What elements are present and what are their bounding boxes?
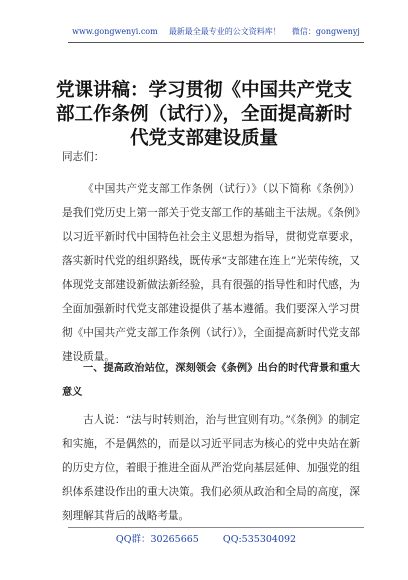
header-wechat: 微信：gongwenyj [291, 27, 360, 36]
footer-qq: QQ:535304092 [222, 534, 297, 545]
section-heading-1: 一、提高政治站位，深刻领会《条例》出台的时代背景和重大意义 [62, 363, 360, 398]
greeting: 同志们： [62, 151, 105, 163]
header-slogan: 最新最全最专业的公文资料库！ [168, 27, 281, 36]
document-title: 党课讲稿：学习贯彻《中国共产党支部工作条例（试行）》，全面提高新时代党支部建设质量 [55, 80, 352, 149]
page-footer [60, 531, 352, 545]
header-divider [68, 42, 364, 43]
header-url-link[interactable]: www.gongwenyi.com [72, 27, 158, 36]
paragraph-section-1: 古人说：“法与时转则治，治与世宜则有功。”《条例》的制定和实施，不是偶然的，而是以习近平同志为核心的党中央站在新的历史方位，着眼于推进全面从严治党向基层延伸、加强党的组织体系建设作出的重大决策。我们必须从政治和全局的高度，深刻理解其背后的战略考量。 [62, 414, 360, 522]
paragraph-intro: 《中国共产党支部工作条例（试行）》（以下简称《条例》）是我们党历史上第一部关于党支部工作的基础主干法规。《条例》以习近平新时代中国特色社会主义思想为指导，贯彻党章要求，落实新时代党的组织路线，既传承“支部建在连上”光荣传统，又体现党支部建设新做法新经验，具有很强的指导性和时代感，为全面加强新时代党支部建设提供了基本遵循。我们要深入学习贯彻《中国共产党支部工作条例（试行）》，全面提高新时代党支部建设质量。 [62, 183, 360, 363]
page-header [70, 26, 362, 40]
footer-divider [68, 527, 364, 528]
footer-qq-group: QQ群：30265665 [115, 534, 199, 545]
